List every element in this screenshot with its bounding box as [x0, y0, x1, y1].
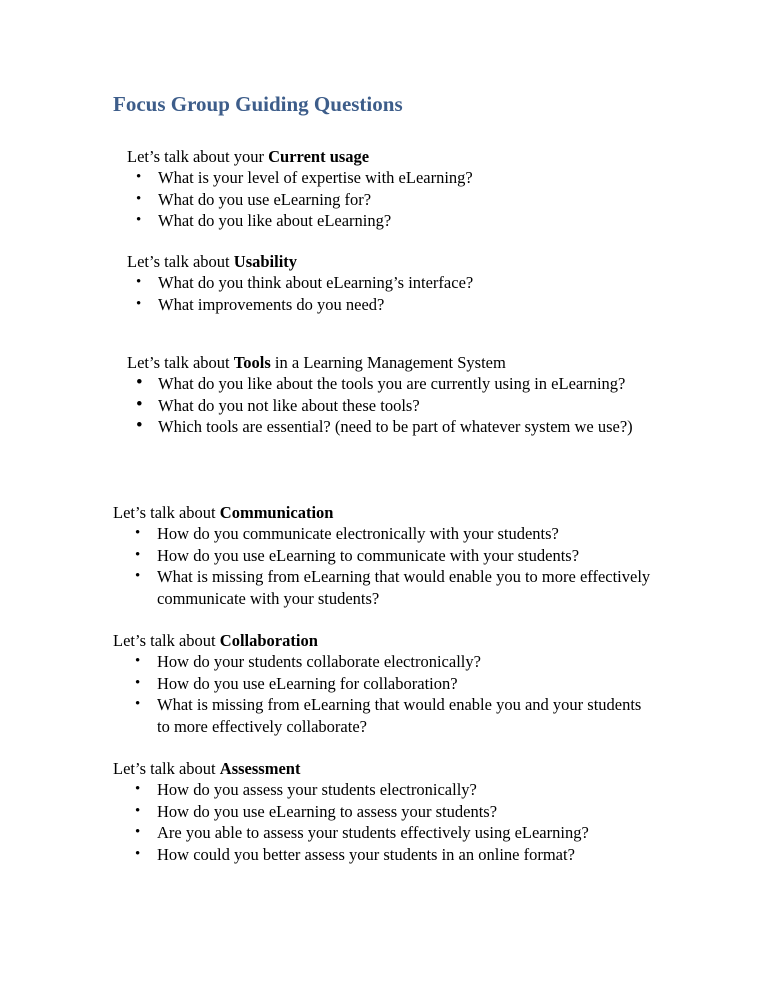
list-item: • How do you communicate electronically with your students? — [135, 524, 559, 543]
bullet-icon: • — [135, 696, 141, 712]
list-item: • How do your students collaborate electronically? — [135, 652, 481, 671]
section-communication — [113, 502, 653, 609]
section-usability — [127, 251, 687, 315]
section-heading — [113, 502, 653, 523]
heading-prefix: Let’s talk about — [113, 631, 220, 650]
heading-topic: Tools — [233, 353, 271, 372]
list-item: • Which tools are essential? (need to be part of whatever system we use?) — [136, 415, 633, 436]
bullet-icon: • — [136, 190, 142, 207]
section-heading — [127, 146, 687, 167]
section-assessment — [113, 758, 673, 865]
list-item: • What is missing from eLearning that would enable you to more effectively communicate with your students? — [135, 567, 651, 608]
list-item: • What do you like about eLearning? — [136, 211, 392, 230]
section-heading — [113, 758, 673, 779]
heading-topic: Assessment — [219, 759, 301, 778]
bullet-icon: • — [136, 372, 143, 393]
bullet-icon: • — [135, 568, 141, 584]
list-item: • Are you able to assess your students effectively using eLearning? — [135, 823, 589, 842]
section-heading — [127, 352, 647, 373]
bullet-icon: • — [135, 824, 141, 840]
bullet-icon: • — [136, 393, 143, 415]
question-list — [127, 272, 687, 315]
bullet-icon: • — [135, 845, 141, 862]
list-item: • What do you not like about these tools? — [136, 393, 420, 415]
heading-prefix: Let’s talk about — [113, 503, 220, 522]
bullet-icon: • — [135, 781, 141, 797]
bullet-icon: • — [135, 525, 141, 541]
heading-prefix: Let’s talk about — [127, 252, 234, 271]
bullet-icon: • — [135, 653, 141, 669]
list-item: • What do you think about eLearning’s interface? — [136, 273, 474, 292]
section-collaboration — [113, 630, 653, 737]
heading-prefix: Let’s talk about — [127, 353, 234, 372]
bullet-icon: • — [136, 212, 142, 228]
section-heading — [113, 630, 653, 651]
section-tools — [127, 352, 647, 438]
heading-topic: Usability — [233, 252, 298, 271]
bullet-icon: • — [135, 802, 141, 819]
question-list — [113, 523, 653, 609]
question-list — [113, 651, 653, 737]
bullet-icon: • — [135, 674, 141, 691]
list-item: • How do you assess your students electronically? — [135, 780, 477, 799]
bullet-icon: • — [136, 415, 143, 436]
heading-suffix: in a Learning Management System — [270, 353, 506, 372]
bullet-icon: • — [136, 274, 142, 290]
heading-prefix: Let’s talk about — [113, 759, 220, 778]
list-item: • How do you use eLearning to communicate with your students? — [135, 545, 580, 565]
section-current-usage — [127, 146, 687, 232]
list-item: • How could you better assess your students in an online format? — [135, 844, 575, 864]
page-title: Focus Group Guiding Questions — [113, 92, 403, 116]
list-item: • How do you use eLearning for collaboration? — [135, 673, 458, 693]
list-item: • What do you use eLearning for? — [136, 189, 372, 209]
list-item: • What do you like about the tools you are currently using in eLearning? — [136, 372, 626, 393]
bullet-icon: • — [136, 169, 142, 185]
heading-topic: Collaboration — [219, 631, 318, 650]
list-item: • What is missing from eLearning that would enable you and your students to more effectively collaborate? — [135, 695, 642, 736]
section-heading — [127, 251, 687, 272]
heading-topic: Current usage — [268, 147, 370, 166]
heading-prefix: Let’s talk about your — [127, 147, 269, 166]
question-list — [127, 167, 687, 232]
bullet-icon: • — [135, 546, 141, 563]
list-item: • How do you use eLearning to assess your students? — [135, 801, 498, 821]
question-list — [127, 373, 647, 438]
list-item: • What is your level of expertise with eLearning? — [136, 168, 473, 187]
question-list — [113, 779, 673, 865]
list-item: • What improvements do you need? — [136, 294, 385, 314]
bullet-icon: • — [136, 295, 142, 312]
heading-topic: Communication — [219, 503, 334, 522]
